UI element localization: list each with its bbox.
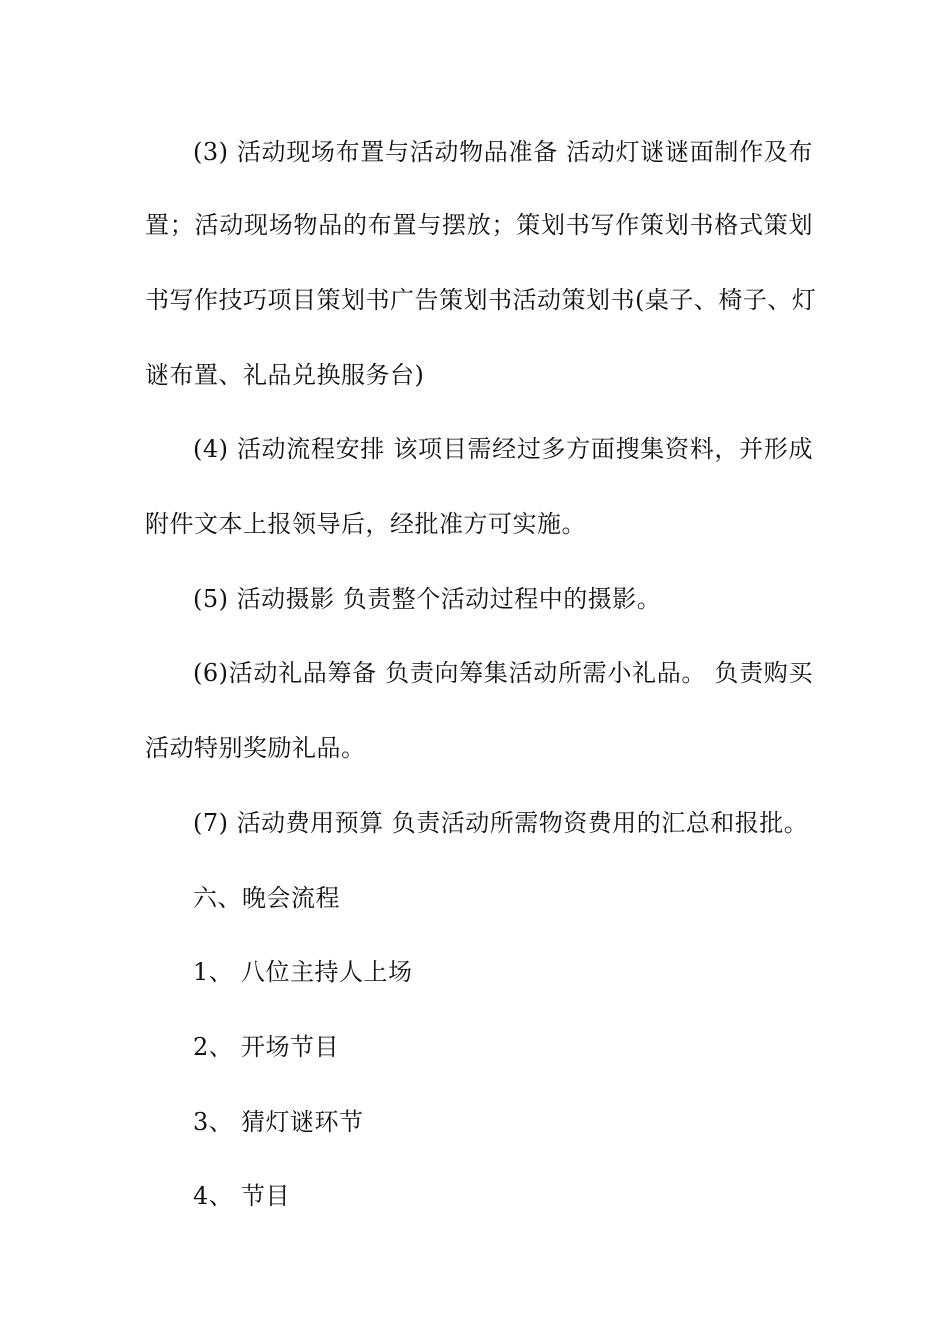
- paragraph-6-line-2: 活动特别奖励礼品。: [145, 734, 366, 762]
- paragraph-7-line-1: (7) 活动费用预算 负责活动所需物资费用的汇总和报批。: [193, 809, 809, 837]
- flow-item-3: [193, 1107, 813, 1137]
- flow-item-number: 2、: [193, 1033, 234, 1061]
- paragraph-4-line-2: 附件文本上报领导后，经批准方可实施。: [145, 510, 586, 538]
- flow-item-text: 开场节目: [241, 1033, 339, 1061]
- flow-item-text: 猜灯谜环节: [241, 1108, 364, 1136]
- paragraph-3-line-3: 书写作技巧项目策划书广告策划书活动策划书(桌子、椅子、灯: [145, 286, 817, 314]
- flow-item-number: 3、: [193, 1108, 234, 1136]
- paragraph-3-line-4: 谜布置、礼品兑换服务台): [145, 361, 425, 389]
- flow-item-number: 4、: [193, 1182, 234, 1210]
- flow-item-2: [193, 1032, 813, 1062]
- flow-item-1: [193, 957, 813, 987]
- flow-item-text: 节目: [241, 1182, 290, 1210]
- paragraph-3-line-2: 置；活动现场物品的布置与摆放；策划书写作策划书格式策划: [145, 211, 813, 239]
- paragraph-3-line-1: (3) 活动现场布置与活动物品准备 活动灯谜谜面制作及布: [193, 138, 813, 166]
- paragraph-6-line-1: (6)活动礼品筹备 负责向筹集活动所需小礼品。 负责购买: [193, 659, 813, 687]
- flow-item-number: 1、: [193, 958, 234, 986]
- section-heading: 六、晚会流程: [193, 884, 340, 912]
- flow-item-4: [193, 1181, 813, 1211]
- paragraph-4-line-1: (4) 活动流程安排 该项目需经过多方面搜集资料，并形成: [193, 435, 813, 463]
- flow-item-text: 八位主持人上场: [241, 958, 413, 986]
- paragraph-5-line-1: (5) 活动摄影 负责整个活动过程中的摄影。: [193, 585, 662, 613]
